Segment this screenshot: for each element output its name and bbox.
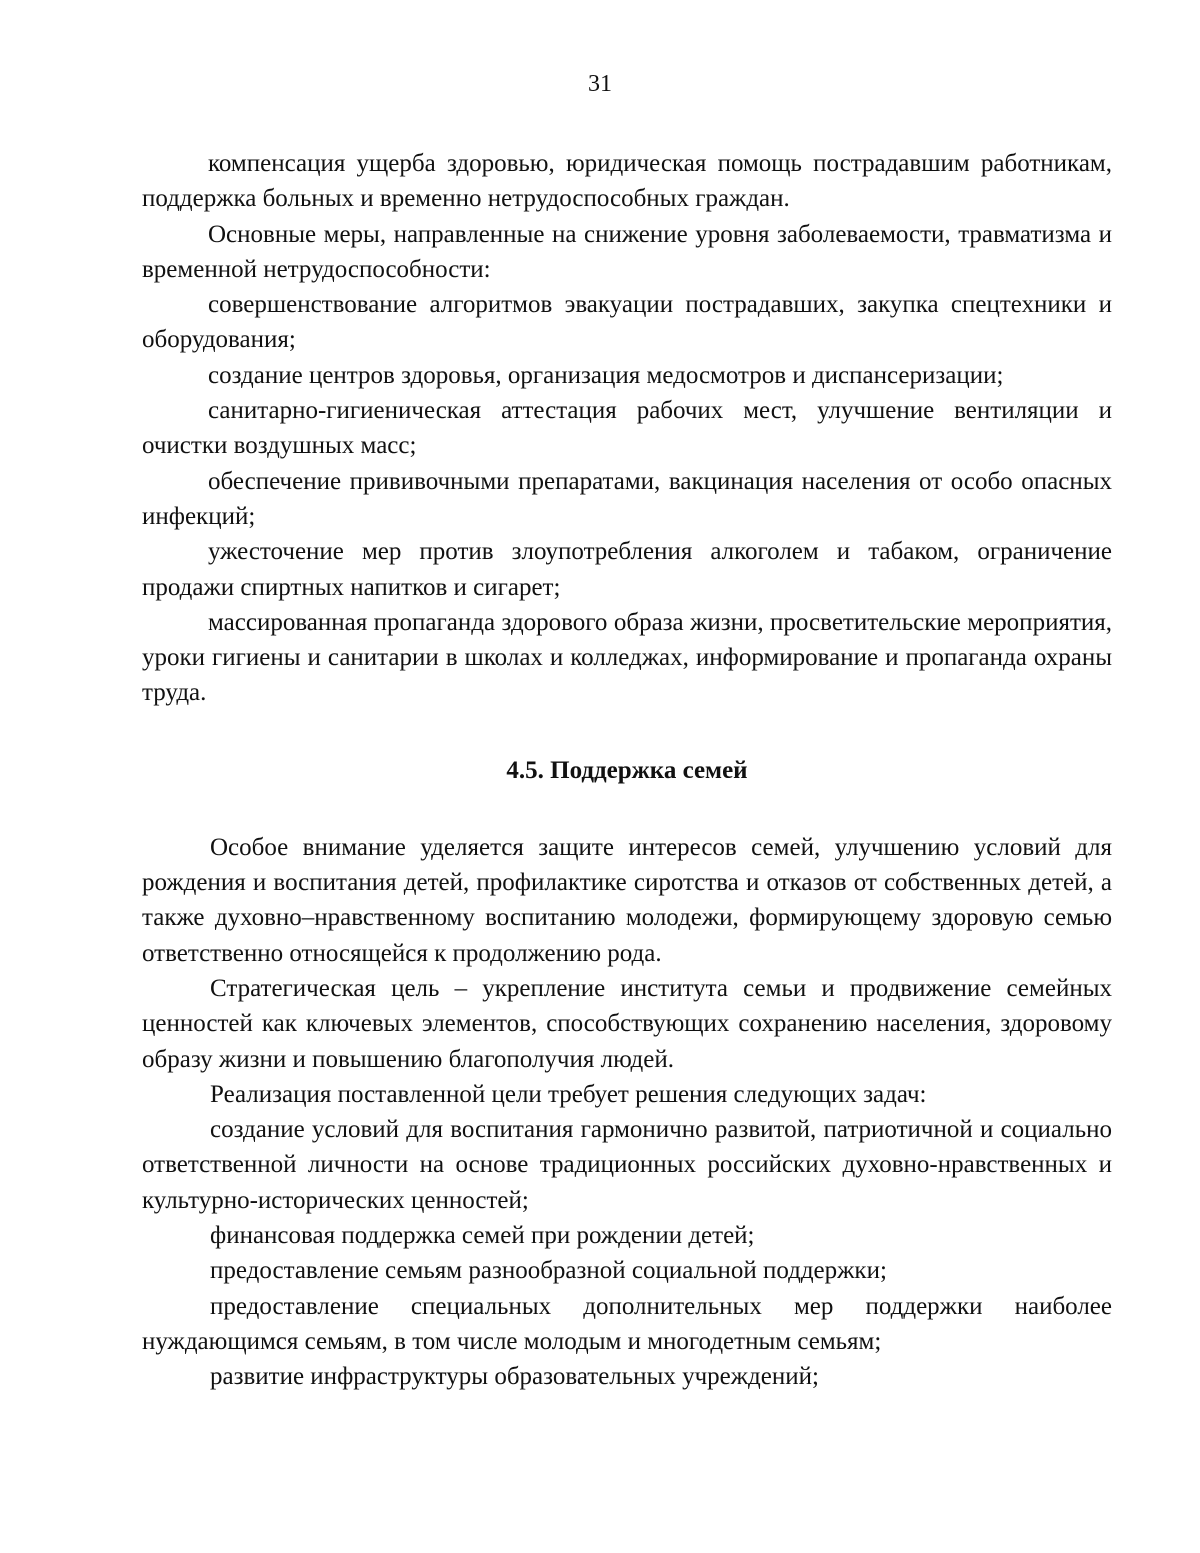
paragraph: санитарно-гигиеническая аттестация рабочих мест, улучшение вентиляции и очистки воздушных масс;: [142, 397, 1112, 460]
paragraph: компенсация ущерба здоровью, юридическая помощь пострадавшим работникам, поддержка больных и временно нетрудоспособных граждан.: [142, 150, 1112, 213]
paragraph: создание центров здоровья, организация медосмотров и диспансеризации;: [208, 361, 1004, 389]
page-number: 31: [588, 71, 612, 97]
paragraph: Реализация поставленной цели требует решения следующих задач:: [210, 1080, 927, 1108]
paragraph: финансовая поддержка семей при рождении детей;: [210, 1222, 755, 1250]
paragraph: предоставление семьям разнообразной социальной поддержки;: [210, 1257, 887, 1285]
section-health-measures: [142, 146, 1112, 711]
paragraph: массированная пропаганда здорового образа жизни, просветительские мероприятия, уроки гигиены и санитарии в школах и колледжах, информирование и пропаганда охраны труда.: [142, 608, 1112, 707]
paragraph: Основные меры, направленные на снижение уровня заболеваемости, травматизма и временной нетрудоспособности:: [142, 220, 1112, 283]
section-heading: 4.5. Поддержка семей: [506, 756, 748, 784]
paragraph: Стратегическая цель – укрепление института семьи и продвижение семейных ценностей как ключевых элементов, способствующих сохранению населения, здоровому образу жизни и повышению благополучия людей.: [142, 974, 1112, 1073]
document-body: [142, 146, 1112, 1395]
paragraph: развитие инфраструктуры образовательных учреждений;: [210, 1363, 819, 1391]
paragraph: Особое внимание уделяется защите интересов семей, улучшению условий для рождения и воспитания детей, профилактике сиротства и отказов от собственных детей, а также духовно–нравственному воспитанию молодежи, формирующему здоровую семью ответственно относящейся к продолжению рода.: [142, 833, 1112, 967]
section-family-support: [142, 830, 1112, 1395]
paragraph: создание условий для воспитания гармонично развитой, патриотичной и социально ответственной личности на основе традиционных российских духовно-нравственных и культурно-исторических ценностей;: [142, 1116, 1112, 1214]
paragraph: совершенствование алгоритмов эвакуации пострадавших, закупка спецтехники и оборудования;: [142, 291, 1112, 354]
paragraph: обеспечение прививочными препаратами, вакцинация населения от особо опасных инфекций;: [142, 467, 1112, 530]
paragraph: ужесточение мер против злоупотребления алкоголем и табаком, ограничение продажи спиртных напитков и сигарет;: [142, 538, 1112, 601]
paragraph: предоставление специальных дополнительных мер поддержки наиболее нуждающимся семьям, в том числе молодым и многодетным семьям;: [142, 1292, 1112, 1355]
